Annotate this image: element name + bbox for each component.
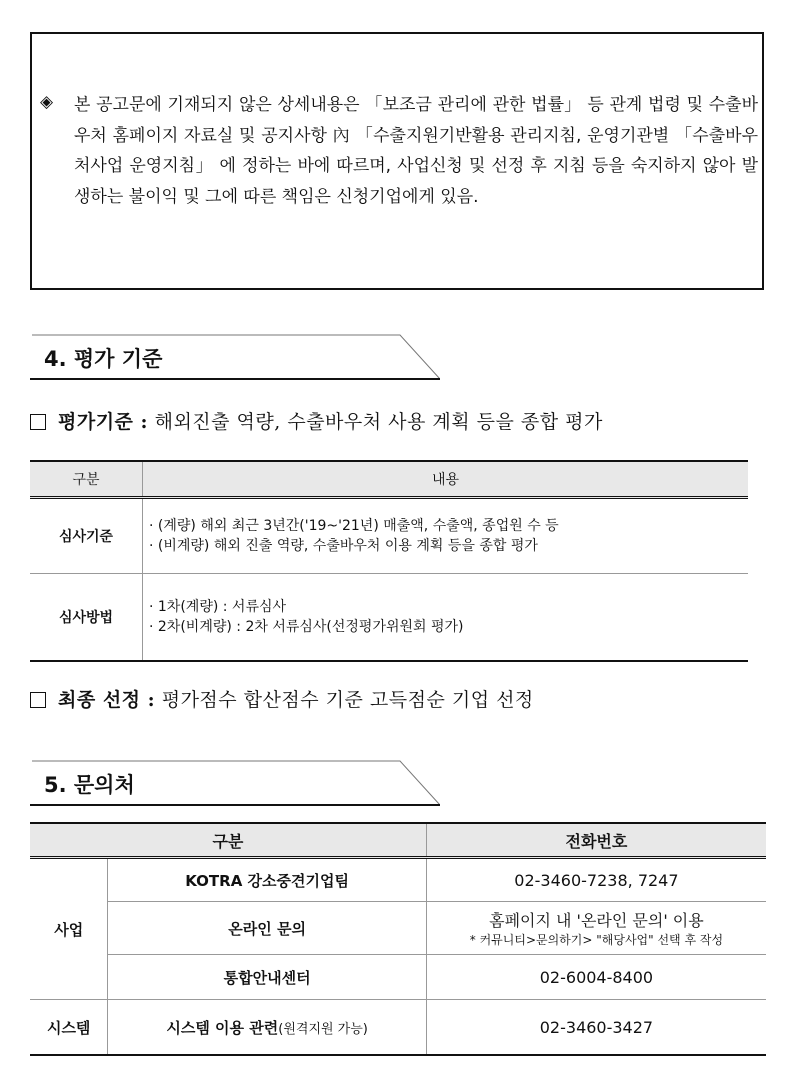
contact-phone: 02-6004-8400 (426, 955, 766, 1000)
content-line: · 2차(비계량) : 2차 서류심사(선정평가위원회 평가) (149, 619, 464, 635)
criteria-line (30, 407, 603, 434)
contact-name: 온라인 문의 (108, 902, 426, 955)
notice-box (30, 32, 764, 290)
diamond-bullet-icon: ◈ (40, 92, 54, 112)
online-inquiry-note: * 커뮤니티>문의하기> "해당사업" 선택 후 작성 (469, 933, 724, 947)
final-selection-line (30, 685, 534, 712)
contact-table (30, 822, 766, 1056)
contact-phone: 02-3460-7238, 7247 (426, 858, 766, 902)
header-category: 구분 (30, 461, 143, 498)
notice-text: 본 공고문에 기재되지 않은 상세내용은 「보조금 관리에 관한 법률」 등 관계 법령 및 수출바우처 홈페이지 자료실 및 공지사항 內 「수출지원기반활용 관리지침, 운영기관별 「수출바우처사업 운영지침」 에 정하는 바에 따르며, 사업신청 및 선정 후 지침 등을 숙지하지 않아 발생하는 불이익 및 그에 따른 책임은 신청기업에게 있음. (74, 95, 758, 207)
table-row (30, 858, 766, 902)
section-5-heading (30, 759, 440, 805)
system-contact-label: 시스템 이용 관련 (166, 1018, 279, 1037)
table-row (30, 498, 748, 574)
checkbox-icon (30, 692, 46, 708)
table-row (30, 574, 748, 662)
content-line: · 1차(계량) : 서류심사 (149, 599, 287, 615)
table-row (30, 1000, 766, 1056)
header-content: 내용 (143, 461, 749, 498)
table-header-row (30, 823, 766, 858)
contact-phone: 02-3460-3427 (426, 1000, 766, 1056)
online-inquiry-text: 홈페이지 내 '온라인 문의' 이용 (489, 911, 704, 930)
section-5-title: 5. 문의처 (44, 773, 135, 797)
contact-name (108, 1000, 426, 1056)
final-text: 평가점수 합산점수 기준 고득점순 기업 선정 (161, 689, 534, 711)
table-row (30, 902, 766, 955)
section-4-heading (30, 333, 440, 379)
group-business: 사업 (30, 858, 108, 1000)
final-label: 최종 선정 : (58, 689, 156, 711)
section-4-title: 4. 평가 기준 (44, 347, 163, 371)
row-content (143, 498, 749, 574)
content-line: · (계량) 해외 최근 3년간('19~'21년) 매출액, 수출액, 종업원 수 등 (149, 518, 559, 534)
contact-name: 통합안내센터 (108, 955, 426, 1000)
remote-support-note: (원격지원 가능) (278, 1021, 368, 1037)
content-line: · (비계량) 해외 진출 역량, 수출바우처 이용 계획 등을 종합 평가 (149, 538, 538, 554)
table-row (30, 955, 766, 1000)
header-category: 구분 (30, 823, 426, 858)
row-category: 심사방법 (30, 574, 143, 662)
row-content (143, 574, 749, 662)
criteria-label: 평가기준 : (58, 411, 149, 433)
checkbox-icon (30, 414, 46, 430)
criteria-text: 해외진출 역량, 수출바우처 사용 계획 등을 종합 평가 (154, 411, 603, 433)
row-category: 심사기준 (30, 498, 143, 574)
contact-phone (426, 902, 766, 955)
table-header-row (30, 461, 748, 498)
header-phone: 전화번호 (426, 823, 766, 858)
group-system: 시스템 (30, 1000, 108, 1056)
contact-name: KOTRA 강소중견기업팀 (108, 858, 426, 902)
evaluation-table (30, 460, 748, 662)
